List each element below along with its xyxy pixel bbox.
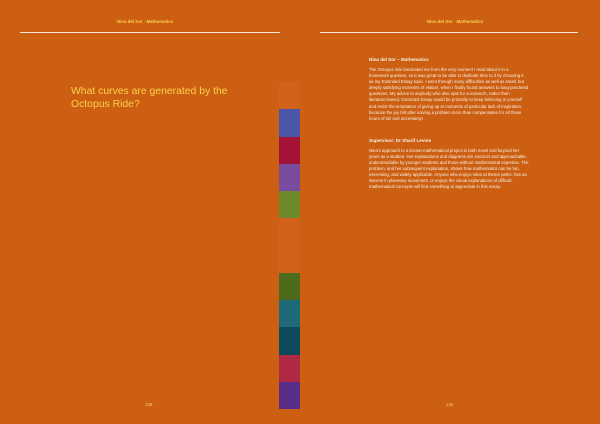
color-swatch [279, 82, 300, 109]
color-swatch [279, 382, 300, 409]
color-swatch [279, 246, 300, 273]
header-rule [20, 32, 280, 33]
color-swatch [279, 137, 300, 164]
page-number: 126 [446, 402, 454, 407]
student-reflection: The Octopus ride fascinated me from the very moment I read about it in a homework question, so it was great to be able to dedicate time to it by choosing it as my Extended Essay topic. I went through many difficulties as well as small, but deeply satisfying moments of elation, when I finally found answers to long-pondered questions. My advice to anybody who also opts for a research, rather than literature-based, Extended Essay would be primarily to keep believing in yourself and resist the temptation of giving up at moments of particular lack of inspiration, because the joy felt after solving a problem more than compensates for all these hours of toil and uncertainty! [369, 67, 529, 121]
color-swatch [279, 300, 300, 327]
chapter-title: What curves are generated by the Octopus Ride? [71, 86, 228, 110]
color-swatch-strip [279, 82, 300, 409]
color-swatch [279, 273, 300, 300]
color-swatch [279, 164, 300, 191]
running-header: Nina del Sor · Mathematics [427, 19, 484, 24]
color-swatch [279, 109, 300, 136]
color-swatch [279, 355, 300, 382]
color-swatch [279, 218, 300, 245]
supervisor-heading: Supervisor: Dr Sharif Levine [369, 137, 432, 143]
header-rule [320, 32, 578, 33]
running-header: Nina del Sor · Mathematics [117, 19, 174, 24]
student-heading: Nina del Sor – Mathematics [369, 57, 429, 62]
body-column [369, 57, 529, 207]
page-number: 126 [145, 402, 153, 407]
color-swatch [279, 191, 300, 218]
supervisor-comment: Nina’s approach to a known mathematical project is both novel and beyond her years as a student. Her explanations and diagrams are succinct and approachable, understandable by younger students and those without mathematical expertise. The problem, and her subsequent explanation, shows how mathematics can be fun, interesting, and widely applicable. Anyone who enjoys rides at theme parks, has an interest in planetary movement, or enjoys the visual explanations of difficult mathematical concepts will find something to appreciate in this essay. [369, 147, 529, 190]
color-swatch [279, 327, 300, 354]
